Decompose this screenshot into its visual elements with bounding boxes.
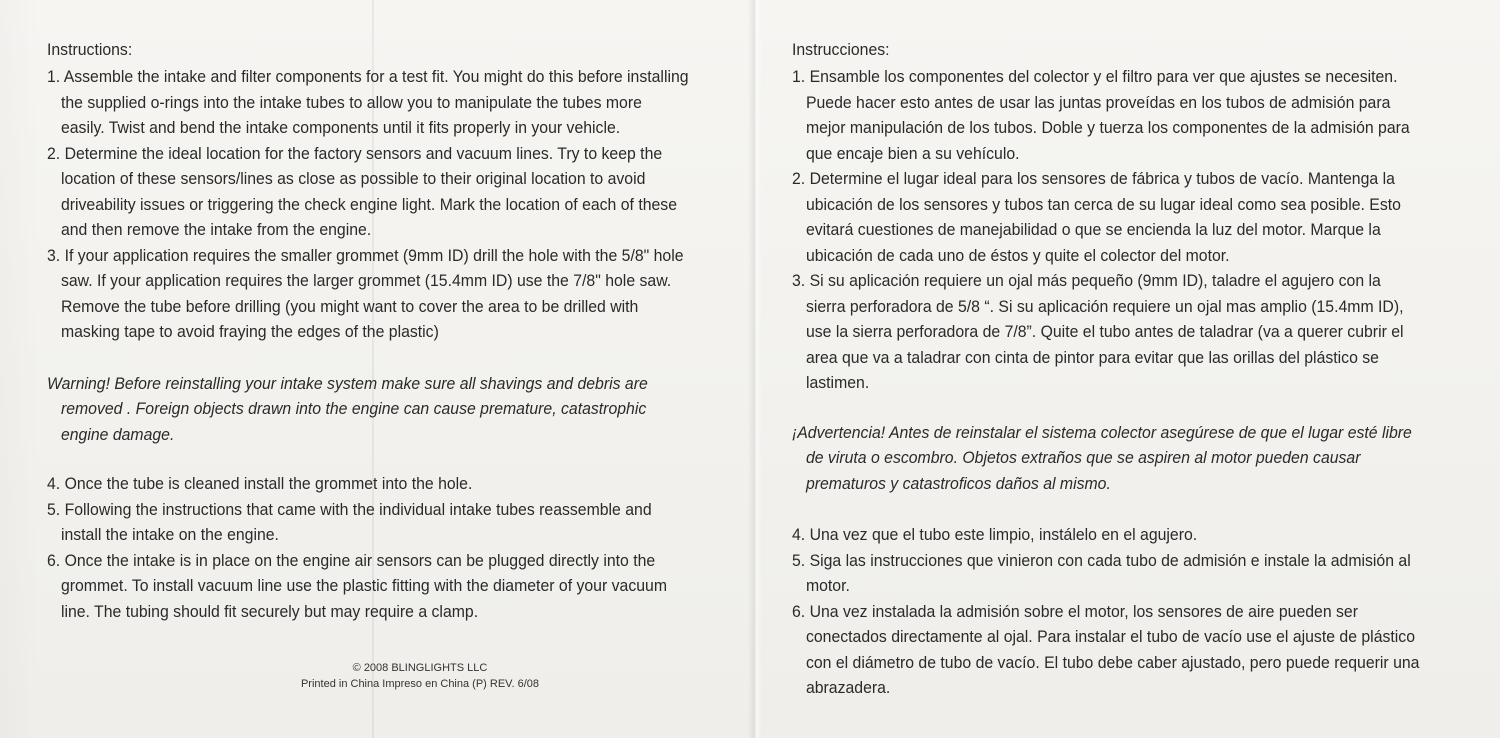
- english-heading: Instructions:: [47, 40, 133, 59]
- spanish-step-2: 2. Determine el lugar ideal para los sensores de fábrica y tubos de vacío. Mantenga la ubicación de los sensores y tubos tan cerca de su lugar ideal como sea posible. Esto evitará cuestiones de manejabilidad o que se encienda la luz del motor. Marque la ubicación de cada uno de éstos y quite el colector del motor.: [792, 169, 1401, 265]
- english-panel: [47, 38, 737, 624]
- spanish-step-5: 5. Siga las instrucciones que vinieron con cada tubo de admisión e instale la admisión al motor.: [792, 550, 1411, 595]
- spanish-steps-4-6: [792, 522, 1472, 701]
- english-step-5: 5. Following the instructions that came with the individual intake tubes reassemble and install the intake on the engine.: [47, 499, 652, 544]
- english-step-1: 1. Assemble the intake and filter components for a test fit. You might do this before installing the supplied o-rings into the intake tubes to allow you to manipulate the tubes more easily. Twist and bend the intake components until it fits properly in your vehicle.: [47, 67, 689, 137]
- english-step-4: 4. Once the tube is cleaned install the grommet into the hole.: [47, 474, 473, 493]
- english-steps-1-3: [47, 64, 737, 345]
- spanish-step-3: 3. Si su aplicación requiere un ojal más pequeño (9mm ID), taladre el agujero con la sierra perforadora de 5/8 “. Si su aplicación requiere un ojal mas amplio (15.4mm ID), use la sierra perforadora de 7/8”. Quite el tubo antes de taladrar (va a querer cubrir el area que va a taladrar con cinta de pintor para evitar que las orillas del plástico se lastimen.: [792, 271, 1404, 392]
- center-fold: [748, 0, 762, 738]
- spanish-warning: ¡Advertencia! Antes de reinstalar el sistema colector asegúrese de que el lugar esté libre de viruta o escombro. Objetos extraños que se aspiren al motor pueden causar prematuros y catastroficos daños al mismo.: [792, 422, 1412, 493]
- spanish-steps-1-3: [792, 64, 1472, 396]
- spanish-panel: [792, 38, 1472, 701]
- english-steps-4-6: [47, 471, 737, 624]
- english-step-6: 6. Once the intake is in place on the engine air sensors can be plugged directly into the grommet. To install vacuum line use the plastic fitting with the diameter of your vacuum line. The tubing should fit securely but may require a clamp.: [47, 550, 667, 621]
- english-step-2: 2. Determine the ideal location for the factory sensors and vacuum lines. Try to keep the location of these sensors/lines as close as possible to their original location to avoid driveability issues or triggering the check engine light. Mark the location of each of these and then remove the intake from the engine.: [47, 143, 678, 239]
- spanish-step-4: 4. Una vez que el tubo este limpio, instálelo en el agujero.: [792, 525, 1198, 544]
- english-warning: Warning! Before reinstalling your intake system make sure all shavings and debris are removed . Foreign objects drawn into the engine can cause premature, catastrophic engine damage.: [47, 373, 648, 444]
- spanish-step-1: 1. Ensamble los componentes del colector y el filtro para ver que ajustes se necesiten. Puede hacer esto antes de usar las juntas proveídas en los tubos de admisión para mejor manipulación de los tubos. Doble y tuerza los componentes de la admisión para que encaje bien a su vehículo.: [792, 67, 1410, 163]
- spanish-heading: Instrucciones:: [792, 40, 890, 59]
- spanish-step-6: 6. Una vez instalada la admisión sobre el motor, los sensores de aire pueden ser conectados directamente al ojal. Para instalar el tubo de vacío use el ajuste de plástico con el diámetro de tubo de vacío. El tubo debe caber ajustado, pero puede requerir una abrazadera.: [792, 601, 1420, 697]
- footer: [200, 660, 640, 692]
- printed-line: Printed in China Impreso en China (P) REV. 6/08: [300, 678, 540, 690]
- english-step-3: 3. If your application requires the smaller grommet (9mm ID) drill the hole with the 5/8" hole saw. If your application requires the larger grommet (15.4mm ID) use the 7/8" hole saw. Remove the tube before drilling (you might want to cover the area to be drilled with masking tape to avoid fraying the edges of the plastic): [47, 245, 684, 341]
- copyright-line: © 2008 BLINGLIGHTS LLC: [352, 662, 488, 674]
